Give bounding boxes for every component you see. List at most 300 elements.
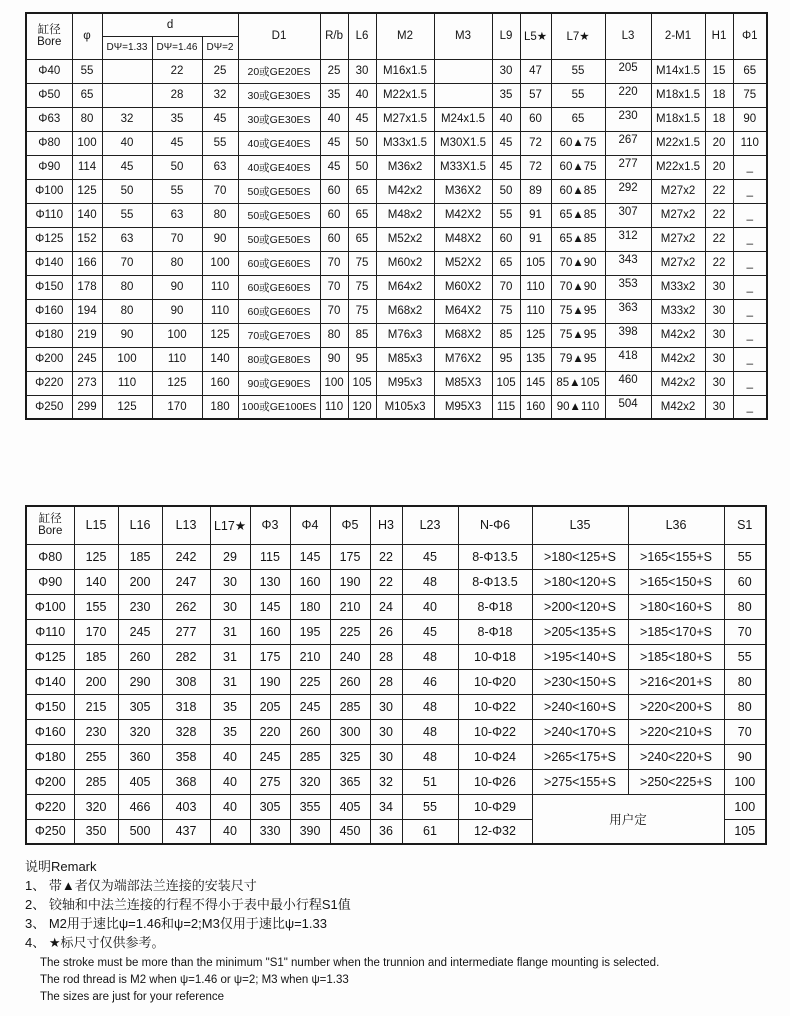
table-cell: M22x1.5	[376, 83, 434, 107]
table-cell: Φ100	[26, 594, 74, 619]
table-cell: M76x3	[376, 323, 434, 347]
table-cell: 75▲95	[551, 323, 605, 347]
table-cell: 75	[733, 83, 767, 107]
table-cell: 215	[74, 694, 118, 719]
col-header-N-Phi6: N-Φ6	[458, 506, 532, 544]
table-cell: 260	[290, 719, 330, 744]
table-cell: 305	[250, 794, 290, 819]
table-cell: 8-Φ18	[458, 594, 532, 619]
table-cell: 60▲75	[551, 155, 605, 179]
table-cell: 10-Φ24	[458, 744, 532, 769]
table-cell: 46	[402, 669, 458, 694]
table-cell: 185	[74, 644, 118, 669]
table-cell: 305	[118, 694, 162, 719]
table-cell: 70	[102, 251, 152, 275]
table-cell: 45	[102, 155, 152, 179]
table-cell: Φ90	[26, 155, 72, 179]
table-cell: 185	[118, 544, 162, 569]
table-cell: >165<155+S	[628, 544, 724, 569]
table-cell: 80	[102, 299, 152, 323]
table-cell: 85	[348, 323, 376, 347]
table-cell: >180<160+S	[628, 594, 724, 619]
table-cell: 22	[705, 251, 733, 275]
col-header-D1: D1	[238, 13, 320, 59]
table-cell: 40	[102, 131, 152, 155]
table-cell: 24	[370, 594, 402, 619]
table-cell: 100	[102, 347, 152, 371]
table-cell: M33X1.5	[434, 155, 492, 179]
table-cell: 355	[290, 794, 330, 819]
table-cell: 160	[250, 619, 290, 644]
table-cell: 90	[152, 299, 202, 323]
table-cell: _	[733, 299, 767, 323]
table-cell: 343	[605, 251, 651, 275]
table-cell: M27x2	[651, 179, 705, 203]
table-cell: 230	[118, 594, 162, 619]
table-cell: 245	[118, 619, 162, 644]
table-cell: 72	[520, 131, 551, 155]
table-cell: 28	[370, 644, 402, 669]
table-cell: 36	[370, 819, 402, 844]
remark-en-3: The sizes are just for your reference	[40, 991, 225, 1003]
table-cell: 90	[733, 107, 767, 131]
table-cell: M22x1.5	[651, 131, 705, 155]
table-cell: 60▲75	[551, 131, 605, 155]
table-cell: 10-Φ18	[458, 644, 532, 669]
table-cell: 115	[250, 544, 290, 569]
table-cell: 90	[724, 744, 766, 769]
table-cell: 40	[210, 744, 250, 769]
table-cell: _	[733, 371, 767, 395]
table-cell: M48X2	[434, 227, 492, 251]
col-header-d-psi-1-33: DΨ=1.33	[102, 36, 152, 59]
table-cell: >240<220+S	[628, 744, 724, 769]
table-cell: M18x1.5	[651, 107, 705, 131]
table-cell: M16x1.5	[376, 59, 434, 83]
table-cell: 70	[492, 275, 520, 299]
table-cell: 63	[102, 227, 152, 251]
table-cell: 10-Φ22	[458, 694, 532, 719]
table-cell: 31	[210, 669, 250, 694]
table-row	[26, 669, 766, 694]
table-cell: 320	[290, 769, 330, 794]
table-cell: 48	[402, 719, 458, 744]
table-cell: 200	[118, 569, 162, 594]
table-cell: 180	[202, 395, 238, 419]
table-cell: 328	[162, 719, 210, 744]
table-cell: 65	[492, 251, 520, 275]
table-cell: 30	[705, 371, 733, 395]
table-cell: >205<135+S	[532, 619, 628, 644]
table-cell: Φ180	[26, 744, 74, 769]
table-cell: 300	[330, 719, 370, 744]
table-cell: 450	[330, 819, 370, 844]
table-cell: 55	[72, 59, 102, 83]
table-cell: M68X2	[434, 323, 492, 347]
table-cell: >220<200+S	[628, 694, 724, 719]
bore-label-cn: 缸径	[38, 513, 62, 526]
table-cell: 90或GE90ES	[238, 371, 320, 395]
cylinder-dimension-table-2	[25, 505, 767, 845]
table-cell: 91	[520, 203, 551, 227]
table-row	[26, 323, 767, 347]
table-cell: 50	[152, 155, 202, 179]
table-cell: 50	[492, 179, 520, 203]
table-cell: 30	[705, 395, 733, 419]
col-header-M2: M2	[376, 13, 434, 59]
table-cell: _	[733, 347, 767, 371]
table-cell: 30或GE30ES	[238, 107, 320, 131]
table-cell: 70	[320, 299, 348, 323]
table-cell: 50	[348, 155, 376, 179]
table-cell: 60	[320, 227, 348, 251]
table-cell: 30	[370, 719, 402, 744]
table-cell: 130	[250, 569, 290, 594]
table-cell: 125	[520, 323, 551, 347]
table-cell: 285	[74, 769, 118, 794]
table-cell: >250<225+S	[628, 769, 724, 794]
table-cell: 115	[492, 395, 520, 419]
table-cell	[102, 59, 152, 83]
table-cell: 210	[290, 644, 330, 669]
table-cell	[434, 83, 492, 107]
table-cell: 80	[102, 275, 152, 299]
table-cell: 405	[330, 794, 370, 819]
table-cell: 152	[72, 227, 102, 251]
table-cell: Φ250	[26, 819, 74, 844]
table-cell: 100	[202, 251, 238, 275]
table-cell: 466	[118, 794, 162, 819]
table-cell: 45	[152, 131, 202, 155]
table-cell: 320	[74, 794, 118, 819]
table-row	[26, 594, 766, 619]
table-cell: 40	[320, 107, 348, 131]
table-cell: 277	[605, 155, 651, 179]
table-cell: 55	[724, 544, 766, 569]
table-cell: 65▲85	[551, 203, 605, 227]
table-cell: 30	[370, 694, 402, 719]
table-cell: 80	[724, 694, 766, 719]
table-cell: M24x1.5	[434, 107, 492, 131]
table-cell: 170	[152, 395, 202, 419]
table-cell: 40	[492, 107, 520, 131]
table-cell: M95x3	[376, 371, 434, 395]
table-cell: 110	[320, 395, 348, 419]
table-cell: 63	[202, 155, 238, 179]
table-cell: 398	[605, 323, 651, 347]
table-cell: 105	[348, 371, 376, 395]
table-cell: 70	[152, 227, 202, 251]
col-header-L3: L3	[605, 13, 651, 59]
table-cell: M42X2	[434, 203, 492, 227]
col-header-L23: L23	[402, 506, 458, 544]
table-cell: 63	[152, 203, 202, 227]
table-cell: M60X2	[434, 275, 492, 299]
col-header-H3: H3	[370, 506, 402, 544]
table-cell: 40	[210, 819, 250, 844]
table-cell: 65	[72, 83, 102, 107]
table-cell: 318	[162, 694, 210, 719]
table-cell: 219	[72, 323, 102, 347]
table-cell: 240	[330, 644, 370, 669]
table-cell: 405	[118, 769, 162, 794]
table-cell: 418	[605, 347, 651, 371]
table-cell: 55	[202, 131, 238, 155]
table-cell: M52X2	[434, 251, 492, 275]
table-cell: >165<150+S	[628, 569, 724, 594]
table-cell: 20	[705, 155, 733, 179]
table-cell: 80	[72, 107, 102, 131]
table-cell: 330	[250, 819, 290, 844]
table-row	[26, 155, 767, 179]
table-cell: M36X2	[434, 179, 492, 203]
table-cell: Φ80	[26, 131, 72, 155]
table-cell: M14x1.5	[651, 59, 705, 83]
table-cell: Φ125	[26, 227, 72, 251]
table-cell: 125	[102, 395, 152, 419]
table-cell: Φ150	[26, 694, 74, 719]
table-row	[26, 619, 766, 644]
table-cell: 65	[348, 179, 376, 203]
table-cell: >185<180+S	[628, 644, 724, 669]
table-cell: M33x2	[651, 275, 705, 299]
table-cell: 175	[330, 544, 370, 569]
table-cell: _	[733, 179, 767, 203]
table-cell: 60	[320, 203, 348, 227]
table-cell: 8-Φ13.5	[458, 569, 532, 594]
table-cell: 308	[162, 669, 210, 694]
table-cell: 65	[733, 59, 767, 83]
table-cell: 55	[724, 644, 766, 669]
table-row	[26, 107, 767, 131]
table-cell: 267	[605, 131, 651, 155]
remark-cn-2: 2、 铰轴和中法兰连接的行程不得小于表中最小行程S1值	[25, 897, 351, 912]
table-cell: 75	[492, 299, 520, 323]
table-cell: 70	[202, 179, 238, 203]
col-header-phi: φ	[72, 13, 102, 59]
table-cell: >275<155+S	[532, 769, 628, 794]
table-cell: 25	[202, 59, 238, 83]
table-cell: 18	[705, 107, 733, 131]
table-cell: 28	[152, 83, 202, 107]
table-cell: 48	[402, 744, 458, 769]
col-header-d-psi-2: DΨ=2	[202, 36, 238, 59]
table-cell: 242	[162, 544, 210, 569]
table-cell: 50或GE50ES	[238, 203, 320, 227]
table-cell: M27x2	[651, 227, 705, 251]
table-cell: 195	[290, 619, 330, 644]
table-cell: 200	[74, 669, 118, 694]
table-cell: 166	[72, 251, 102, 275]
table-cell: 353	[605, 275, 651, 299]
table-cell: 60	[320, 179, 348, 203]
table-cell: 358	[162, 744, 210, 769]
col-header-L13: L13	[162, 506, 210, 544]
col-header-M3: M3	[434, 13, 492, 59]
table-cell: 95	[492, 347, 520, 371]
cylinder-dimension-table-1	[25, 12, 768, 420]
table-cell: 105	[492, 371, 520, 395]
table-cell: 55	[551, 59, 605, 83]
table-cell: 75	[348, 251, 376, 275]
table-cell: M42x2	[651, 323, 705, 347]
table-cell: 40	[210, 794, 250, 819]
table-cell: 65	[348, 227, 376, 251]
table-cell: 230	[605, 107, 651, 131]
col-header-Phi4: Φ4	[290, 506, 330, 544]
table-cell: 292	[605, 179, 651, 203]
table-cell: 368	[162, 769, 210, 794]
table-cell: 100	[724, 794, 766, 819]
table-cell: 390	[290, 819, 330, 844]
table-cell: 45	[492, 155, 520, 179]
table-row	[26, 299, 767, 323]
table-cell: 18	[705, 83, 733, 107]
table-cell: 60或GE60ES	[238, 299, 320, 323]
col-header-Phi1: Φ1	[733, 13, 767, 59]
table-cell: 30	[705, 323, 733, 347]
table-cell: 48	[402, 694, 458, 719]
table-cell: 145	[290, 544, 330, 569]
table-cell: 30	[370, 744, 402, 769]
table-cell: 105	[520, 251, 551, 275]
table-cell: 275	[250, 769, 290, 794]
table-cell: 262	[162, 594, 210, 619]
table-cell: _	[733, 251, 767, 275]
col-header-L36: L36	[628, 506, 724, 544]
table-cell: >265<175+S	[532, 744, 628, 769]
table-cell: 32	[102, 107, 152, 131]
col-header-d-psi-1-46: DΨ=1.46	[152, 36, 202, 59]
table-cell: 75	[348, 275, 376, 299]
col-header-L15: L15	[74, 506, 118, 544]
remark-en-2: The rod thread is M2 when ψ=1.46 or ψ=2; M3 when ψ=1.33	[40, 974, 349, 986]
table-cell: 100或GE100ES	[238, 395, 320, 419]
table-cell: 180	[290, 594, 330, 619]
table-cell: 60或GE60ES	[238, 275, 320, 299]
table-cell: 220	[250, 719, 290, 744]
table-cell: 90▲110	[551, 395, 605, 419]
table-cell: 35	[152, 107, 202, 131]
table-cell: 85	[492, 323, 520, 347]
table-cell: M18x1.5	[651, 83, 705, 107]
table-cell: 34	[370, 794, 402, 819]
table-cell: 22	[705, 227, 733, 251]
table-cell: 299	[72, 395, 102, 419]
table-cell: 40或GE40ES	[238, 131, 320, 155]
table-cell: Φ63	[26, 107, 72, 131]
col-header-L35: L35	[532, 506, 628, 544]
table-cell: 363	[605, 299, 651, 323]
table-cell: 145	[520, 371, 551, 395]
table-row	[26, 644, 766, 669]
table-cell: 245	[290, 694, 330, 719]
table1-body	[26, 59, 767, 419]
table-row	[26, 694, 766, 719]
table-cell: 50	[348, 131, 376, 155]
table-cell: 100	[72, 131, 102, 155]
table-cell: Φ100	[26, 179, 72, 203]
table-cell: 80	[320, 323, 348, 347]
table-cell: 48	[402, 569, 458, 594]
table-cell: 437	[162, 819, 210, 844]
table-cell: M30X1.5	[434, 131, 492, 155]
col-header-Phi5: Φ5	[330, 506, 370, 544]
table-cell: 60▲85	[551, 179, 605, 203]
col-header-d: d	[102, 13, 238, 36]
table-cell: M22x1.5	[651, 155, 705, 179]
table-cell: 95	[348, 347, 376, 371]
table-cell: 285	[330, 694, 370, 719]
table-cell: Φ220	[26, 794, 74, 819]
table-cell: M42x2	[376, 179, 434, 203]
table-row	[26, 544, 766, 569]
table-cell	[434, 59, 492, 83]
table-cell: Φ110	[26, 203, 72, 227]
table-cell: 22	[152, 59, 202, 83]
table-cell: 190	[330, 569, 370, 594]
table-cell: 45	[402, 619, 458, 644]
table-row	[26, 569, 766, 594]
table-cell: 55	[551, 83, 605, 107]
table-cell: 100	[724, 769, 766, 794]
table-cell: 45	[202, 107, 238, 131]
table-row	[26, 719, 766, 744]
table-cell: M76X2	[434, 347, 492, 371]
table-cell: 91	[520, 227, 551, 251]
table-cell: M60x2	[376, 251, 434, 275]
table-cell: 31	[210, 619, 250, 644]
table-cell: M42x2	[651, 347, 705, 371]
table-cell: 290	[118, 669, 162, 694]
table-cell: 45	[320, 131, 348, 155]
table-cell: 110	[733, 131, 767, 155]
table-cell: 40	[402, 594, 458, 619]
col-header-S1: S1	[724, 506, 766, 544]
table-cell: 45	[402, 544, 458, 569]
table-cell: 55	[102, 203, 152, 227]
table-cell: 190	[250, 669, 290, 694]
remark-cn-4: 4、 ★标尺寸仅供参考。	[25, 935, 165, 950]
table-cell: >216<201+S	[628, 669, 724, 694]
table-cell: 247	[162, 569, 210, 594]
table-cell: Φ110	[26, 619, 74, 644]
table-cell: 75	[348, 299, 376, 323]
table-cell: 105	[724, 819, 766, 844]
table-cell: >180<120+S	[532, 569, 628, 594]
table-cell: 120	[348, 395, 376, 419]
table-cell: Φ80	[26, 544, 74, 569]
table-cell: 85▲105	[551, 371, 605, 395]
table-cell: 70▲90	[551, 275, 605, 299]
table-cell: 220	[605, 83, 651, 107]
table-cell: M48x2	[376, 203, 434, 227]
table-cell: >195<140+S	[532, 644, 628, 669]
table-cell: 110	[152, 347, 202, 371]
table-cell: Φ200	[26, 347, 72, 371]
table-cell: 80	[724, 594, 766, 619]
table-cell: 10-Φ29	[458, 794, 532, 819]
table-cell: 70	[320, 251, 348, 275]
table-cell: _	[733, 227, 767, 251]
table-cell: 35	[320, 83, 348, 107]
table-cell: _	[733, 275, 767, 299]
table-row	[26, 347, 767, 371]
table-cell: M42x2	[651, 395, 705, 419]
table-cell: M68x2	[376, 299, 434, 323]
table-row	[26, 251, 767, 275]
table-row	[26, 203, 767, 227]
